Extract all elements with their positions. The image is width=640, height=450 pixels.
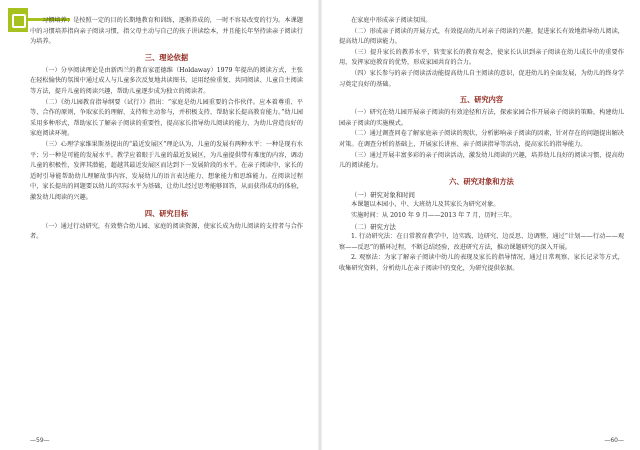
right-paragraph-1: 在家庭中形成亲子阅读氛围。 [351,17,432,24]
page-number-right: —60— [604,437,624,444]
heading-theory: 三、理论依据 [144,52,189,62]
goal-paragraph-1: （一）通过行动研究，有效整合幼儿园、家庭的阅读资源，使家长成为幼儿阅读的支持者与合作者。 [30,222,303,241]
heading-method: 六、研究对象和方法 [449,176,514,186]
right-paragraph-2: （二）形成亲子阅读的开展方式，有效提高幼儿对亲子阅读的兴趣，促进家长有效地指导幼儿阅读，提高幼儿的阅读能力。 [339,27,624,46]
method-subtext-1: 本课题以本园小、中、大班幼儿及其家长为研究对象。 [351,201,500,209]
left-page [8,8,309,450]
corner-bookmark-icon [8,8,28,32]
heading-goals: 四、研究目标 [144,208,189,218]
content-paragraph-1: （一）研究在幼儿园开展亲子阅读的有效途径和方法，探索家园合作开展亲子阅读的策略，构建幼儿园亲子阅读的实施模式。 [339,109,624,127]
right-paragraph-4: （四）家长参与的亲子阅读活动能提高幼儿自主阅读的意识，促进幼儿的全面发展，为幼儿的终身学习奠定良好的基础。 [339,69,624,88]
right-paragraph-3: （三）提升家长的教养水平，转变家长的教育观念，使家长认识到亲子阅读在幼儿成长中的重要作用，发挥家庭教育的优势，形成家园共育的合力。 [339,48,624,67]
page-number-left: —59— [30,437,50,444]
method-subtext-3: 1. 行动研究法：在日常教育教学中，边实践、边研究、边反思、边调整，通过“计划——行动——观察——反思”的循环过程，不断总结经验，改进研究方法，推动课题研究的深入开展。 [339,233,624,251]
theory-paragraph-3: （三）心理学家维果斯基提出的“最近发展区”理论认为，儿童的发展有两种水平：一种是现有水平；另一种是可能的发展水平。教学应着眼于儿童的最近发展区，为儿童提供带有难度的内容，调动儿童的积极性，发挥其潜能，超越其最近发展区而达到下一发展阶段的水平。在亲子阅读中，家长的适时引导能帮助幼儿理解故事内容，发展幼儿的语言表达能力、想象能力和思维能力。在阅读过程中，家长提出的问题要以幼儿的实际水平为基础，让幼儿经过思考能够回答，从而获得成功的体验，激发幼儿阅读的兴趣。 [30,140,303,201]
theory-paragraph-1: （一）分享阅读理论是由新西兰的教育家霍德维（Holdaway）1979 年提出的阅读方式，主张在轻松愉快的氛围中通过成人与儿童多次反复地共读图书，运用经验重复、共同阅读、儿童自主阅读等方法，提升儿童的阅读兴趣，帮助儿童逐步成为独立的阅读者。 [30,66,303,95]
intro-paragraph: 习惯培养；是按照一定的目的长期地教育和训练，逐渐养成的，一时不容易改变的行为。本课题中的习惯培养指向亲子阅读习惯，指父母主动与自己的孩子讲读绘本，并且能长年坚持读亲子阅读行为培养。 [30,17,303,46]
method-subtext-2: 实施时间：从 2010 年 9 月——2013 年 7 月，历时三年。 [351,211,516,219]
content-paragraph-2: （二）通过调查问卷了解家庭亲子阅读的现状，分析影响亲子阅读的因素，针对存在的问题提出解决对策。在调查分析的基础上，开展家长讲座、亲子阅读指导等活动，提高家长的指导能力。 [339,130,624,148]
method-subtext-4: 2. 观察法：为家了解亲子阅读中幼儿的表现及家长的指导情况，通过日常观察、家长记录等方式，收集研究资料，分析幼儿在亲子阅读中的变化，为研究提供依据。 [339,254,624,272]
content-paragraph-3: （三）通过开展丰富多彩的亲子阅读活动，激发幼儿阅读的兴趣，培养幼儿良好的阅读习惯，提高幼儿的阅读能力。 [339,151,624,170]
heading-content: 五、研究内容 [459,95,504,105]
right-page [331,8,632,450]
method-subheading-1: （一）研究对象和时间 [351,190,415,199]
method-subheading-2: （二）研究方法 [351,222,396,231]
right-page-content [339,16,624,432]
theory-paragraph-2: （二）《幼儿园教育指导纲要（试行）》指出：“家庭是幼儿园重要的合作伙伴。应本着尊重、平等、合作的原则，争取家长的理解、支持和主动参与，并积极支持、帮助家长提高教育能力。”幼儿园采用多种形式，帮助家长了解亲子阅读的重要性，提高家长指导幼儿阅读的能力，为幼儿营造良好的家庭阅读环境。 [30,98,303,138]
left-page-content [30,16,303,432]
book-gutter [318,0,322,450]
